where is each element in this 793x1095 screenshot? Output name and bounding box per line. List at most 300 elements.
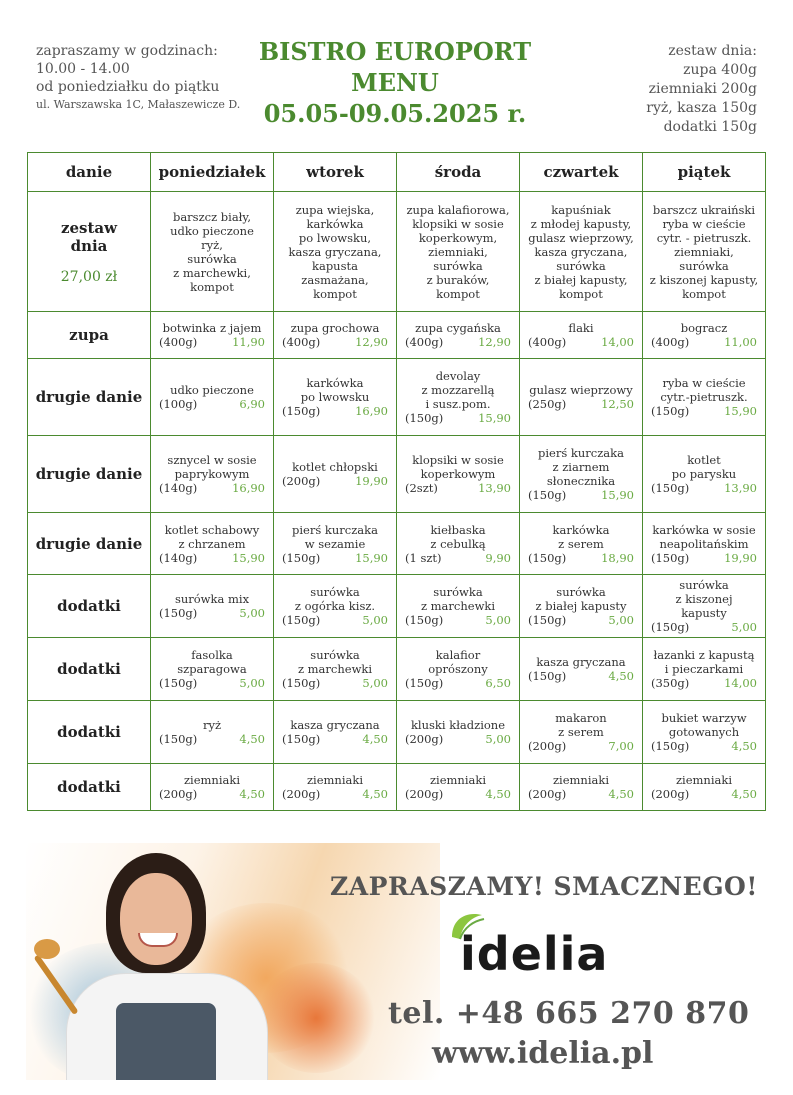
menu-cell: [643, 638, 766, 701]
set-title: zestaw dnia:: [668, 43, 757, 59]
menu-cell: [274, 513, 397, 575]
menu-cell: [397, 701, 520, 764]
website-link[interactable]: www.idelia.pl: [432, 1036, 654, 1071]
set-dish-line: gulasz wieprzowy,: [528, 230, 634, 245]
dish: [274, 374, 396, 420]
dish-weight: (400g): [282, 335, 321, 349]
set-dish-line: surówka: [187, 251, 237, 266]
set-dish-line: kapusta: [312, 258, 358, 273]
dish-name: z mozzarellą: [421, 383, 495, 397]
dish-name: botwinka z jajem: [162, 321, 262, 335]
dish-weight: (200g): [405, 732, 444, 746]
dish-weight-price: [159, 335, 265, 349]
table-row: [28, 701, 766, 764]
dish-name: kotlet: [687, 453, 721, 467]
table-row: [28, 359, 766, 436]
dish-weight-price: [405, 613, 511, 627]
dish-weight: (150g): [651, 404, 690, 418]
dish-weight-price: [528, 335, 634, 349]
dish-name: kiełbaska: [430, 522, 486, 537]
set-dish-line: po lwowsku,: [298, 230, 372, 245]
dish-name: z serem: [558, 725, 604, 739]
menu-cell: [643, 764, 766, 811]
dish-weight: (200g): [528, 739, 567, 753]
dish-weight: (200g): [282, 474, 321, 488]
dish-weight-price: [528, 613, 634, 627]
dish: [397, 521, 519, 567]
dish-name: kalafior oprószony: [428, 648, 488, 676]
dish-name: surówka: [433, 585, 483, 599]
table-row: [28, 575, 766, 638]
dish-name: z kiszonej kapusty: [675, 592, 733, 620]
dish: [643, 771, 765, 803]
dish-name: łazanki z kapustą: [653, 648, 755, 662]
dish-price: 16,90: [355, 404, 388, 418]
set-dish-line: barszcz ukraiński: [652, 202, 756, 217]
set-dish-line: kompot: [313, 286, 357, 301]
menu-cell: [520, 513, 643, 575]
dish-name: fasolka: [191, 648, 233, 662]
set-label-line: zestaw: [60, 218, 118, 237]
dish: [397, 583, 519, 629]
table-row: [28, 513, 766, 575]
dish-price: 5,00: [485, 613, 511, 627]
dish-weight: (1 szt): [405, 550, 442, 565]
menu-cell: [643, 312, 766, 359]
dish-name: pierś kurczaka: [538, 446, 624, 460]
dish-name: paprykowym: [174, 467, 250, 481]
set-day-cell: [520, 192, 643, 312]
row-label: [28, 192, 151, 312]
header-monday: poniedziałek: [151, 153, 274, 192]
dish-weight: (400g): [159, 335, 198, 349]
dish-weight: (250g): [528, 397, 567, 411]
header-dish: danie: [28, 153, 151, 192]
set-dish-line: cytr. - pietruszk.: [656, 230, 752, 245]
dish: [274, 771, 396, 803]
dish-weight-price: [159, 397, 265, 411]
set-dish-line: zupa kalafiorowa,: [406, 202, 510, 217]
set-item: zupa 400g: [683, 62, 757, 78]
dish-weight-price: [282, 613, 388, 627]
set-dish-line: ryż,: [201, 237, 223, 252]
set-day-cell: [151, 192, 274, 312]
table-row: [28, 764, 766, 811]
menu-cell: [397, 436, 520, 513]
set-dish-line: barszcz biały,: [172, 209, 252, 224]
dish-weight: (200g): [159, 787, 198, 801]
dish-weight-price: [405, 335, 511, 349]
dish: [520, 444, 642, 504]
dish: [151, 590, 273, 622]
hours: 10.00 - 14.00: [36, 61, 130, 77]
dish-name: ziemniaki: [183, 773, 241, 787]
set-dish-line: kompot: [436, 286, 480, 301]
dish-name: z cebulką: [430, 536, 486, 551]
dish-price: 4,50: [362, 787, 388, 801]
dish-weight-price: [282, 787, 388, 801]
dish-name: surówka: [310, 585, 360, 599]
dish-price: 5,00: [362, 676, 388, 690]
dish: [274, 716, 396, 748]
dish-name: kluski kładzione: [410, 718, 506, 732]
dish: [151, 716, 273, 748]
menu-cell: [520, 312, 643, 359]
dish: [151, 451, 273, 497]
menu-cell: [643, 359, 766, 436]
dish-name: karkówka: [552, 522, 610, 537]
dish-name: z ogórka kisz.: [294, 599, 376, 613]
set-day-cell: [274, 192, 397, 312]
dish-name: sznycel w sosie: [167, 453, 257, 467]
dish-name: z marchewki: [420, 599, 496, 613]
dish-weight: (150g): [651, 550, 690, 565]
dish: [151, 646, 273, 692]
menu-cell: [397, 312, 520, 359]
menu-cell: [643, 436, 766, 513]
dish-weight: (400g): [651, 335, 690, 349]
dish-price: 5,00: [485, 732, 511, 746]
header-wednesday: środa: [397, 153, 520, 192]
set-dish-line: zupa wiejska,: [295, 202, 375, 217]
dish-weight: (200g): [651, 787, 690, 801]
dish-price: 4,50: [608, 787, 634, 801]
dish: [397, 771, 519, 803]
dish-name: z białej kapusty: [535, 599, 627, 613]
dish-weight: (150g): [528, 488, 567, 502]
dish-weight: (2szt): [405, 481, 438, 495]
dish-weight-price: [405, 551, 511, 565]
dish-price: 6,90: [239, 397, 265, 411]
hours-intro: zapraszamy w godzinach:: [36, 43, 218, 59]
dish-name: surówka mix: [174, 592, 250, 606]
menu-cell: [397, 359, 520, 436]
row-label: drugie danie: [28, 359, 151, 436]
dish-price: 16,90: [232, 481, 265, 495]
dish-name: ziemniaki: [552, 773, 610, 787]
dish: [397, 716, 519, 748]
dish-price: 4,50: [362, 732, 388, 746]
set-dish-line: kasza gryczana,: [534, 244, 628, 259]
set-dish-line: klopsiki w sosie: [412, 216, 504, 231]
dish-weight-price: [528, 551, 634, 565]
dish-weight-price: [528, 787, 634, 801]
dish: [274, 583, 396, 629]
dish-weight: (400g): [528, 335, 567, 349]
dish: [397, 367, 519, 427]
dish-price: 5,00: [362, 613, 388, 627]
dish-name: cytr.-pietruszk.: [660, 390, 748, 404]
dish-price: 15,90: [478, 411, 511, 425]
dish-weight-price: [159, 481, 265, 495]
dish-weight-price: [528, 669, 634, 683]
set-dish-line: karkówka: [306, 216, 364, 231]
table-row: [28, 638, 766, 701]
dish-name: karkówka w sosie: [652, 522, 756, 537]
table-header-row: [28, 153, 766, 192]
menu-cell: [520, 436, 643, 513]
menu-cell: [397, 575, 520, 638]
dish-name: po lwowsku: [300, 390, 370, 404]
dish-name: flaki: [568, 321, 594, 335]
set-dish-line: kompot: [559, 286, 603, 301]
dish-weight-price: [651, 335, 757, 349]
menu-cell: [520, 764, 643, 811]
bistro-name: BISTRO EUROPORT: [258, 37, 532, 66]
dish-price: 13,90: [724, 481, 757, 495]
dish-name: słonecznika: [546, 474, 616, 488]
slogan: ZAPRASZAMY! SMACZNEGO!: [330, 872, 758, 901]
menu-cell: [151, 575, 274, 638]
dish-weight-price: [405, 481, 511, 495]
dish-weight-price: [528, 397, 634, 411]
dish-name: bukiet warzyw: [661, 711, 747, 725]
menu-cell: [520, 359, 643, 436]
menu-cell: [274, 575, 397, 638]
set-dish-line: ziemniaki,: [674, 244, 734, 259]
set-dish-line: kompot: [190, 279, 234, 294]
menu-cell: [643, 513, 766, 575]
dish-name: z ziarnem: [552, 460, 610, 474]
dish-price: 13,90: [478, 481, 511, 495]
dish-name: z chrzanem: [178, 536, 246, 551]
menu-cell: [520, 575, 643, 638]
table-row: [28, 436, 766, 513]
dish-weight: (200g): [528, 787, 567, 801]
dish-name: kasza gryczana: [290, 718, 380, 732]
dish-weight-price: [651, 551, 757, 565]
days: od poniedziałku do piątku: [36, 79, 220, 95]
dish-weight: (200g): [282, 787, 321, 801]
dish-name: neapolitańskim: [659, 536, 749, 551]
dish-price: 14,00: [724, 676, 757, 690]
dish-weight: (150g): [159, 732, 198, 746]
dish-price: 5,00: [608, 613, 634, 627]
dish-name: ziemniaki: [675, 773, 733, 787]
dish-price: 4,50: [731, 787, 757, 801]
dish-weight: (150g): [159, 606, 198, 620]
dish-weight-price: [405, 787, 511, 801]
menu-cell: [397, 513, 520, 575]
dish-price: 4,50: [608, 669, 634, 683]
dish-name: koperkowym: [420, 467, 496, 481]
dish-name: udko pieczone: [170, 383, 254, 397]
idelia-logo: [448, 903, 618, 983]
dish-name: kasza gryczana: [536, 655, 626, 669]
menu-cell: [520, 638, 643, 701]
dish: [274, 319, 396, 351]
dish: [520, 709, 642, 755]
set-dish-line: surówka: [556, 258, 606, 273]
set-day-cell: [397, 192, 520, 312]
dish-price: 9,90: [485, 550, 511, 565]
dish-weight: (200g): [405, 787, 444, 801]
dish-price: 11,00: [724, 335, 757, 349]
dish-weight-price: [282, 335, 388, 349]
header-thursday: czwartek: [520, 153, 643, 192]
dish-name: z serem: [558, 536, 604, 551]
row-label: zupa: [28, 312, 151, 359]
dish-price: 5,00: [239, 676, 265, 690]
set-dish-line: z młodej kapusty,: [530, 216, 632, 231]
dish-weight: (100g): [159, 397, 198, 411]
dish: [397, 451, 519, 497]
row-label: drugie danie: [28, 436, 151, 513]
dish-name: karkówka: [306, 376, 364, 390]
set-dish-line: ziemniaki,: [428, 244, 488, 259]
dish-price: 4,50: [485, 787, 511, 801]
dish-weight-price: [651, 676, 757, 690]
dish-name: bogracz: [680, 321, 728, 335]
dish-name: pierś kurczaka: [292, 522, 378, 537]
menu-cell: [151, 312, 274, 359]
dish-name: ryż: [202, 718, 222, 732]
dish-name: kotlet chłopski: [292, 460, 378, 474]
menu-cell: [397, 638, 520, 701]
menu-cell: [274, 436, 397, 513]
dish-price: 15,90: [355, 550, 388, 565]
dish-price: 6,50: [485, 676, 511, 690]
dish-name: surówka: [556, 585, 606, 599]
dish: [643, 374, 765, 420]
row-label: dodatki: [28, 764, 151, 811]
menu-cell: [274, 638, 397, 701]
dish-weight-price: [282, 474, 388, 488]
dish: [274, 521, 396, 567]
dish-price: 12,90: [355, 335, 388, 349]
dish-price: 12,50: [601, 397, 634, 411]
dish-weight-price: [528, 739, 634, 753]
menu-cell: [151, 701, 274, 764]
menu-cell: [151, 359, 274, 436]
dish-weight-price: [159, 676, 265, 690]
dish: [274, 646, 396, 692]
dish: [520, 521, 642, 567]
dish-price: 18,90: [601, 550, 634, 565]
dish-weight: (150g): [282, 676, 321, 690]
set-item: dodatki 150g: [663, 119, 757, 135]
menu-cell: [274, 701, 397, 764]
header-tuesday: wtorek: [274, 153, 397, 192]
dish: [520, 319, 642, 351]
dish-weight-price: [159, 551, 265, 565]
dish-weight-price: [405, 732, 511, 746]
row-label: drugie danie: [28, 513, 151, 575]
dish-name: klopsiki w sosie: [412, 453, 504, 467]
dish-weight: (150g): [405, 613, 444, 627]
dish-weight: (150g): [282, 404, 321, 418]
menu-cell: [274, 764, 397, 811]
dish-price: 4,50: [239, 787, 265, 801]
set-dish-line: z kiszonej kapusty,: [649, 272, 759, 287]
dish-weight-price: [651, 404, 757, 418]
opening-hours: [36, 42, 240, 114]
dish-price: 5,00: [731, 620, 757, 634]
dish-weight: (150g): [651, 481, 690, 495]
dish-weight-price: [282, 404, 388, 418]
dish-name: ziemniaki: [429, 773, 487, 787]
dish-name: zupa grochowa: [290, 321, 380, 335]
dish-weight: (150g): [651, 739, 690, 753]
dish-weight: (150g): [528, 550, 567, 565]
dish-weight: (150g): [282, 613, 321, 627]
dish-weight-price: [528, 488, 634, 502]
dish-price: 15,90: [232, 550, 265, 565]
set-info: [646, 42, 757, 137]
dish: [520, 583, 642, 629]
dish-weight-price: [651, 481, 757, 495]
dish-weight-price: [651, 739, 757, 753]
dish-name: ryba w cieście: [662, 376, 746, 390]
dish-name: i pieczarkami: [664, 662, 744, 676]
dish-name: ziemniaki: [306, 773, 364, 787]
dish: [643, 451, 765, 497]
dish-price: 15,90: [724, 404, 757, 418]
dish: [643, 576, 765, 636]
set-item: ziemniaki 200g: [648, 81, 757, 97]
dish-name: gotowanych: [668, 725, 740, 739]
set-price: 27,00 zł: [60, 268, 118, 285]
dish-name: kotlet schabowy: [164, 522, 260, 537]
dish-name: surówka: [310, 648, 360, 662]
set-dish-line: kasza gryczana,: [288, 244, 382, 259]
dish-price: 4,50: [731, 739, 757, 753]
set-item: ryż, kasza 150g: [646, 100, 757, 116]
set-dish-line: z marchewki,: [173, 265, 251, 280]
dish-name: devolay: [435, 369, 481, 383]
dish-name: po parysku: [671, 467, 737, 481]
menu-cell: [397, 764, 520, 811]
dish-name: z marchewki: [297, 662, 373, 676]
dish-weight-price: [405, 411, 511, 425]
dish-weight-price: [282, 676, 388, 690]
dish-price: 12,90: [478, 335, 511, 349]
address: ul. Warszawska 1C, Małaszewicze D.: [36, 98, 241, 111]
dish-weight: (350g): [651, 676, 690, 690]
header-friday: piątek: [643, 153, 766, 192]
dish-price: 14,00: [601, 335, 634, 349]
dish-name: i susz.pom.: [425, 397, 491, 411]
menu-cell: [151, 764, 274, 811]
dish-weight-price: [282, 551, 388, 565]
dish: [397, 319, 519, 351]
row-label: dodatki: [28, 638, 151, 701]
dish-name: w sezamie: [304, 536, 366, 551]
dish-weight-price: [159, 606, 265, 620]
dish-weight: (150g): [405, 676, 444, 690]
menu-table: [27, 152, 766, 811]
menu-cell: [151, 513, 274, 575]
dish: [274, 458, 396, 490]
dish: [520, 653, 642, 685]
set-dish-line: ryba w cieście: [662, 216, 746, 231]
set-dish-line: kompot: [682, 286, 726, 301]
menu-cell: [151, 436, 274, 513]
dish-name: gulasz wieprzowy: [529, 383, 633, 397]
dish-weight: (140g): [159, 550, 198, 565]
menu-cell: [643, 575, 766, 638]
dish-weight-price: [159, 787, 265, 801]
dish-weight: (140g): [159, 481, 198, 495]
set-dish-line: udko pieczone: [170, 223, 254, 238]
dish: [151, 521, 273, 567]
menu-cell: [274, 359, 397, 436]
row-label: dodatki: [28, 701, 151, 764]
set-label-line: dnia: [70, 236, 108, 255]
dish-name: surówka: [679, 578, 729, 592]
phone-number: tel. +48 665 270 870: [388, 996, 750, 1031]
dish: [520, 771, 642, 803]
